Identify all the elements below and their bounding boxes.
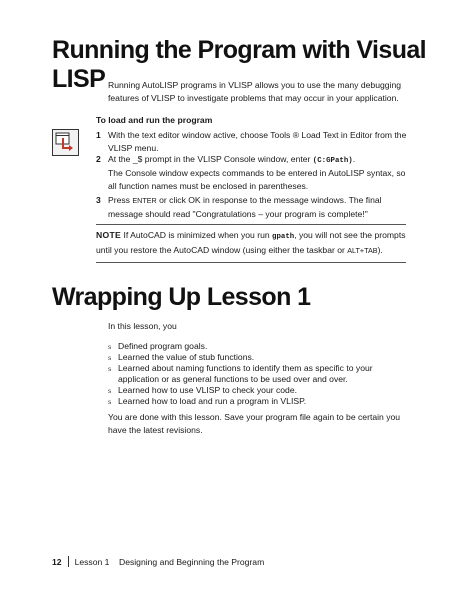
list-item-text: Defined program goals. xyxy=(118,341,208,351)
list-item-text: Learned about naming functions to identify them as specific to your application or as general functions to be used over and over. xyxy=(118,363,373,384)
step-text-part: . xyxy=(352,154,356,164)
list-item-text: Learned the value of stub functions. xyxy=(118,352,255,362)
section-heading: Wrapping Up Lesson 1 xyxy=(52,283,311,311)
step-2-note: The Console window expects commands to be entered in AutoLISP syntax, so all function names must be enclosed in parentheses. xyxy=(108,168,406,191)
step-text xyxy=(108,194,412,220)
bullet-marker: s xyxy=(108,344,112,351)
list-item xyxy=(108,396,408,407)
step-2 xyxy=(96,153,412,168)
inline-code: (C:GPath) xyxy=(312,157,353,165)
list-item xyxy=(108,385,408,396)
lesson-summary-lead: In this lesson, you xyxy=(108,321,177,331)
step-text: With the text editor window active, choose Tools ® Load Text in Editor from the VLISP menu. xyxy=(108,130,407,153)
bullet-marker: s xyxy=(108,388,112,395)
list-item xyxy=(108,341,408,352)
note-text: If AutoCAD is minimized when you run xyxy=(121,230,273,240)
bullet-marker: s xyxy=(108,355,112,362)
closing-paragraph: You are done with this lesson. Save your program file again to be certain you have the latest revisions. xyxy=(108,412,401,435)
note-label: NOTE xyxy=(96,230,122,240)
note-text: , you will not see the prompts until you restore the AutoCAD window (using either the taskbar or xyxy=(96,230,406,255)
load-run-icon xyxy=(52,129,79,156)
procedure-heading: To load and run the program xyxy=(96,115,213,125)
footer-divider xyxy=(68,556,69,567)
key-name: ENTER xyxy=(132,196,157,205)
inline-code: gpath xyxy=(272,233,295,241)
intro-paragraph: Running AutoLISP programs in VLISP allows you to use the many debugging features of VLISP to investigate problems that may occur in your application. xyxy=(108,80,402,103)
step-text-part: or click OK in response to the message windows. The final message should read "Congratulations – your program is complete!" xyxy=(108,195,382,219)
page-number: 12 xyxy=(52,556,62,567)
step-1 xyxy=(96,129,412,154)
step-text-part: Press xyxy=(108,195,133,205)
list-item xyxy=(108,363,408,385)
list-item-text: Learned how to load and run a program in VLISP. xyxy=(118,396,307,406)
key-name: ALT+TAB xyxy=(347,245,378,255)
note-text: ). xyxy=(377,244,383,255)
list-item-text: Learned how to use VLISP to check your code. xyxy=(118,385,297,395)
chapter-title: Lesson 1 Designing and Beginning the Program xyxy=(74,556,265,567)
step-number: 2 xyxy=(96,154,101,164)
summary-list xyxy=(108,341,408,407)
bullet-marker: s xyxy=(108,366,112,373)
page-footer xyxy=(52,556,264,567)
step-number: 3 xyxy=(96,195,101,205)
bullet-marker: s xyxy=(108,399,112,406)
step-text-part: At the _$ prompt in the VLISP Console window, enter xyxy=(108,154,313,164)
note-box xyxy=(96,224,406,263)
step-3 xyxy=(96,194,412,220)
window-arrow-icon xyxy=(55,132,76,153)
list-item xyxy=(108,352,408,363)
step-number: 1 xyxy=(96,130,101,140)
step-text xyxy=(108,153,412,168)
section-heading: Running the Program with Visual LISP xyxy=(52,36,427,93)
